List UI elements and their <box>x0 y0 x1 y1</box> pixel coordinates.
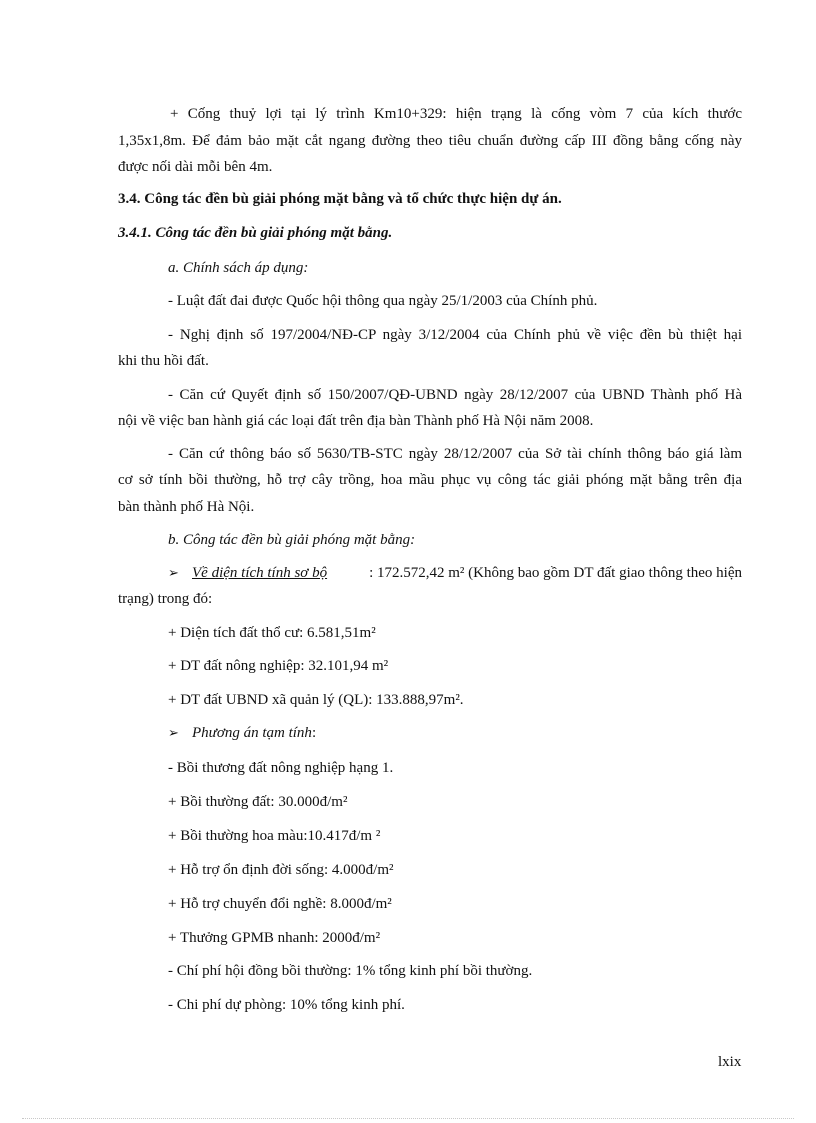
culvert-line-3: được nối dài mỗi bên 4m. <box>118 159 273 175</box>
policy-item-3-line-1: - Căn cứ Quyết định số 150/2007/QĐ-UBND ngày 28/12/2007 của UBND Thành phố Hà <box>168 387 742 403</box>
plan-label: Phương án tạm tính <box>192 725 312 741</box>
heading-3-4-1: 3.4.1. Công tác đền bù giải phóng mặt bằng. <box>118 225 393 241</box>
area-item-agricultural: + DT đất nông nghiệp: 32.101,94 m² <box>168 658 389 674</box>
area-summary-line-1 <box>168 563 742 584</box>
plan-item-stabilization: + Hỗ trợ ổn định đời sống: 4.000đ/m² <box>168 862 394 878</box>
area-item-commune: + DT đất UBND xã quản lý (QL): 133.888,97m². <box>168 692 464 708</box>
culvert-line-1: + Cống thuỷ lợi tại lý trình Km10+329: hiện trạng là cống vòm 7 của kích thước <box>170 106 742 122</box>
area-item-residential: + Diện tích đất thổ cư: 6.581,51m² <box>168 625 376 641</box>
policy-item-1: - Luật đất đai được Quốc hội thông qua ngày 25/1/2003 của Chính phủ. <box>168 293 598 309</box>
heading-3-4: 3.4. Công tác đền bù giải phóng mặt bằng và tổ chức thực hiện dự án. <box>118 191 562 207</box>
area-summary-line-2: trạng) trong đó: <box>118 591 213 607</box>
page-number: lxix <box>718 1054 742 1070</box>
plan-heading <box>168 723 316 744</box>
section-a-title: a. Chính sách áp dụng: <box>168 260 309 276</box>
area-label: Về diện tích tính sơ bộ <box>192 565 328 581</box>
plan-item-bonus: + Thưởng GPMB nhanh: 2000đ/m² <box>168 930 381 946</box>
plan-item-land: + Bồi thường đất: 30.000đ/m² <box>168 794 348 810</box>
plan-line-1: - Bồi thương đất nông nghiệp hạng 1. <box>168 760 394 776</box>
area-rest: : 172.572,42 m² (Không bao gồm DT đất giao thông theo hiện <box>369 565 742 581</box>
page-bottom-divider <box>22 1118 794 1119</box>
policy-item-4-line-1: - Căn cứ thông báo số 5630/TB-STC ngày 28/12/2007 của Sở tài chính thông báo giá làm <box>168 446 742 462</box>
cost-contingency: - Chi phí dự phòng: 10% tổng kinh phí. <box>168 997 405 1013</box>
policy-item-2-line-2: khi thu hồi đất. <box>118 353 209 369</box>
culvert-line-2: 1,35x1,8m. Để đảm bảo mặt cắt ngang đường theo tiêu chuẩn đường cấp III đồng bằng cống này <box>118 133 742 149</box>
policy-item-4-line-2: cơ sở tính bồi thường, hỗ trợ cây trồng, hoa mầu phục vụ công tác giải phóng mặt bằng trên địa <box>118 472 742 488</box>
arrow-bullet-icon: ➢ <box>168 566 179 581</box>
plan-item-career: + Hỗ trợ chuyển đổi nghề: 8.000đ/m² <box>168 896 392 912</box>
policy-item-3-line-2: nội về việc ban hành giá các loại đất trên địa bàn Thành phố Hà Nội năm 2008. <box>118 413 594 429</box>
policy-item-4-line-3: bàn thành phố Hà Nội. <box>118 499 255 515</box>
plan-item-crops: + Bồi thường hoa màu:10.417đ/m ² <box>168 828 381 844</box>
section-b-title: b. Công tác đền bù giải phóng mặt bằng: <box>168 532 416 548</box>
cost-council: - Chí phí hội đồng bồi thường: 1% tổng kinh phí bồi thường. <box>168 963 533 979</box>
policy-item-2-line-1: - Nghị định số 197/2004/NĐ-CP ngày 3/12/2004 của Chính phủ về việc đền bù thiệt hại <box>168 327 742 343</box>
arrow-bullet-icon: ➢ <box>168 726 179 741</box>
plan-colon: : <box>311 725 317 741</box>
